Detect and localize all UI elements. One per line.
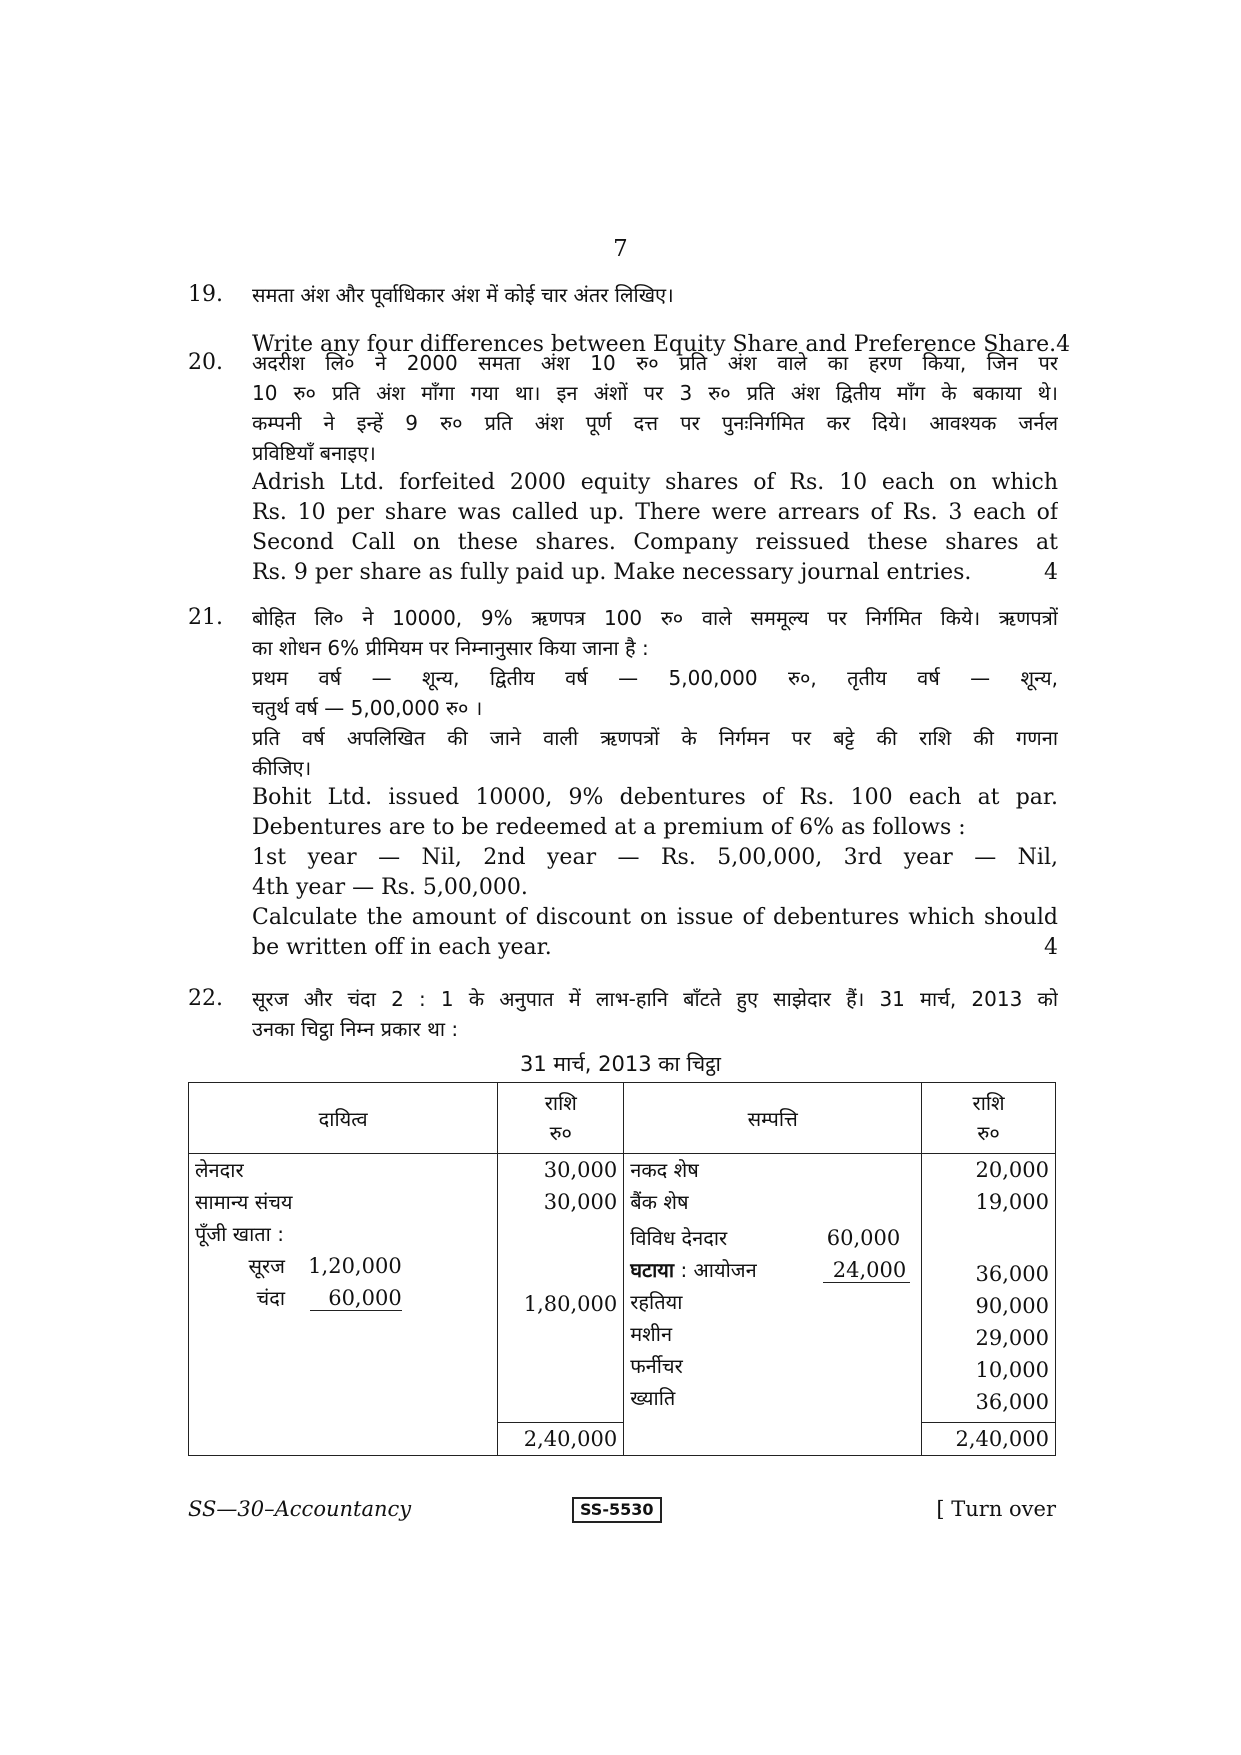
debtors-label: विविध देनदार [630, 1226, 728, 1250]
provision-label: : आयोजन [680, 1258, 757, 1282]
hindi-line: का शोधन 6% प्रीमियम पर निम्नानुसार किया जाना है : [252, 636, 649, 660]
chanda-capital-row [195, 1282, 491, 1314]
liabilities-total-value: 2,40,000 [523, 1426, 618, 1451]
less-label: घटाया [630, 1258, 675, 1282]
partner-capital: 1,20,000 [308, 1254, 402, 1278]
assets-total [922, 1422, 1056, 1455]
cash-label: नकद शेष [630, 1158, 699, 1182]
header-amount [922, 1083, 1056, 1154]
assets-column [624, 1154, 922, 1423]
question-text: be written off in each year. [252, 935, 552, 960]
question-22 [188, 984, 1058, 1044]
partner-capital: 60,000 [310, 1286, 401, 1311]
header-amount-unit: रु० [977, 1121, 1000, 1145]
capital-account-label: पूँजी खाता : [195, 1222, 284, 1246]
hindi-line: कीजिए। [252, 756, 312, 780]
goodwill-label: ख्याति [630, 1386, 676, 1410]
header-amount-unit: रु० [549, 1121, 572, 1145]
creditors-amount: 30,000 [543, 1158, 618, 1182]
english-line: Debentures are to be redeemed at a premium of 6% as follows : [252, 815, 966, 840]
hindi-line: 10 रु० प्रति अंश माँगा गया था। इन अंशों पर 3 रु० प्रति अंश द्वितीय माँग के बकाया थे। [252, 381, 1058, 405]
balance-sheet-title: 31 मार्च, 2013 का चिट्ठा [520, 1052, 721, 1076]
capital-total: 1,80,000 [523, 1292, 618, 1316]
empty-cell [624, 1422, 922, 1455]
bank-amount: 19,000 [975, 1190, 1049, 1214]
assets-total-value: 2,40,000 [955, 1426, 1049, 1451]
stock-amount: 90,000 [975, 1294, 1049, 1318]
machine-amount: 29,000 [975, 1326, 1049, 1350]
provision-text [630, 1254, 800, 1286]
english-line: 1st year — Nil, 2nd year — Rs. 5,00,000, 3rd year — Nil, [252, 845, 1058, 870]
question-21 [188, 603, 1058, 963]
english-line: Adrish Ltd. forfeited 2000 equity shares of Rs. 10 each on which [252, 470, 1058, 495]
provision-amount: 24,000 [823, 1258, 910, 1283]
cash-amount: 20,000 [975, 1158, 1049, 1182]
question-number: 21. [188, 605, 223, 630]
hindi-line: बोहित लि० ने 10000, 9% ऋणपत्र 100 रु० वाले सममूल्य पर निर्गमित किये। ऋणपत्रों [252, 606, 1058, 630]
partner-name: चंदा [256, 1286, 285, 1310]
balance-sheet-table [188, 1082, 1056, 1456]
hindi-line: चतुर्थ वर्ष — 5,00,000 रु० । [252, 696, 483, 720]
general-reserve-amount: 30,000 [543, 1190, 618, 1214]
footer-subject: SS—30–Accountancy [188, 1497, 412, 1521]
hindi-line: उनका चिट्ठा निम्न प्रकार था : [252, 1017, 459, 1041]
hindi-line: प्रविष्टियाँ बनाइए। [252, 441, 376, 465]
turn-over-note: [ Turn over [936, 1497, 1056, 1521]
header-assets: सम्पत्ति [624, 1083, 922, 1154]
table-header-row [189, 1083, 1056, 1154]
question-text: Write any four differences between Equity Share and Preference Share. [252, 332, 1057, 357]
bank-label: बैंक शेष [630, 1190, 689, 1214]
furniture-label: फर्नीचर [630, 1354, 683, 1378]
english-line [252, 933, 1058, 963]
debtors-row [630, 1222, 915, 1254]
question-20 [188, 348, 1058, 588]
empty-cell [189, 1422, 498, 1455]
hindi-line: कम्पनी ने इन्हें 9 रु० प्रति अंश पूर्ण दत्त पर पुनःनिर्गमित कर दिये। आवश्यक जर्नल [252, 411, 1058, 435]
english-line: Second Call on these shares. Company reissued these shares at [252, 530, 1058, 555]
liabilities-column [189, 1154, 498, 1423]
net-debtors-amount: 36,000 [975, 1262, 1049, 1286]
hindi-line: अदरीश लि० ने 2000 समता अंश 10 रु० प्रति अंश वाले का हरण किया, जिन पर [252, 351, 1058, 375]
furniture-amount: 10,000 [975, 1358, 1049, 1382]
header-amount-label: राशि [972, 1091, 1005, 1115]
header-liabilities: दायित्व [189, 1083, 498, 1154]
english-line: 4th year — Rs. 5,00,000. [252, 875, 528, 900]
question-text-hindi: समता अंश और पूर्वाधिकार अंश में कोई चार अंतर लिखिए। [252, 283, 674, 307]
page-footer [188, 1497, 1056, 1527]
liabilities-total [498, 1422, 624, 1455]
english-line: Bohit Ltd. issued 10000, 9% debentures of Rs. 100 each at par. [252, 785, 1058, 810]
table-total-row [189, 1422, 1056, 1455]
paper-code-badge: SS-5530 [572, 1497, 662, 1523]
goodwill-amount: 36,000 [975, 1390, 1049, 1414]
question-text: Rs. 9 per share as fully paid up. Make necessary journal entries. [252, 560, 972, 585]
english-line [252, 558, 1058, 588]
question-number: 22. [188, 986, 223, 1011]
stock-label: रहतिया [630, 1290, 683, 1314]
table-body-row [189, 1154, 1056, 1423]
marks: 4 [1044, 935, 1058, 960]
machine-label: मशीन [630, 1322, 673, 1346]
assets-amount-column [922, 1154, 1056, 1423]
header-amount-label: राशि [544, 1091, 577, 1115]
marks: 4 [1056, 332, 1071, 357]
hindi-line: सूरज और चंदा 2 : 1 के अनुपात में लाभ-हानि बाँटते हुए साझेदार हैं। 31 मार्च, 2013 को [252, 987, 1058, 1011]
header-amount [498, 1083, 624, 1154]
english-line: Calculate the amount of discount on issue of debentures which should [252, 905, 1058, 930]
page-number: 7 [613, 236, 628, 262]
creditors-label: लेनदार [195, 1158, 244, 1182]
question-number: 19. [188, 282, 223, 307]
english-line: Rs. 10 per share was called up. There were arrears of Rs. 3 each of [252, 500, 1058, 525]
suraj-capital-row [195, 1250, 491, 1282]
marks: 4 [1044, 560, 1058, 585]
hindi-line: प्रथम वर्ष — शून्य, द्वितीय वर्ष — 5,00,000 रु०, तृतीय वर्ष — शून्य, [252, 666, 1058, 690]
question-number: 20. [188, 350, 223, 375]
general-reserve-label: सामान्य संचय [195, 1190, 293, 1214]
hindi-line: प्रति वर्ष अपलिखित की जाने वाली ऋणपत्रों के निर्गमन पर बट्टे की राशि की गणना [252, 726, 1058, 750]
liabilities-amount-column [498, 1154, 624, 1423]
debtors-amount: 60,000 [826, 1226, 901, 1250]
partner-name: सूरज [248, 1254, 285, 1278]
provision-row [630, 1254, 915, 1286]
